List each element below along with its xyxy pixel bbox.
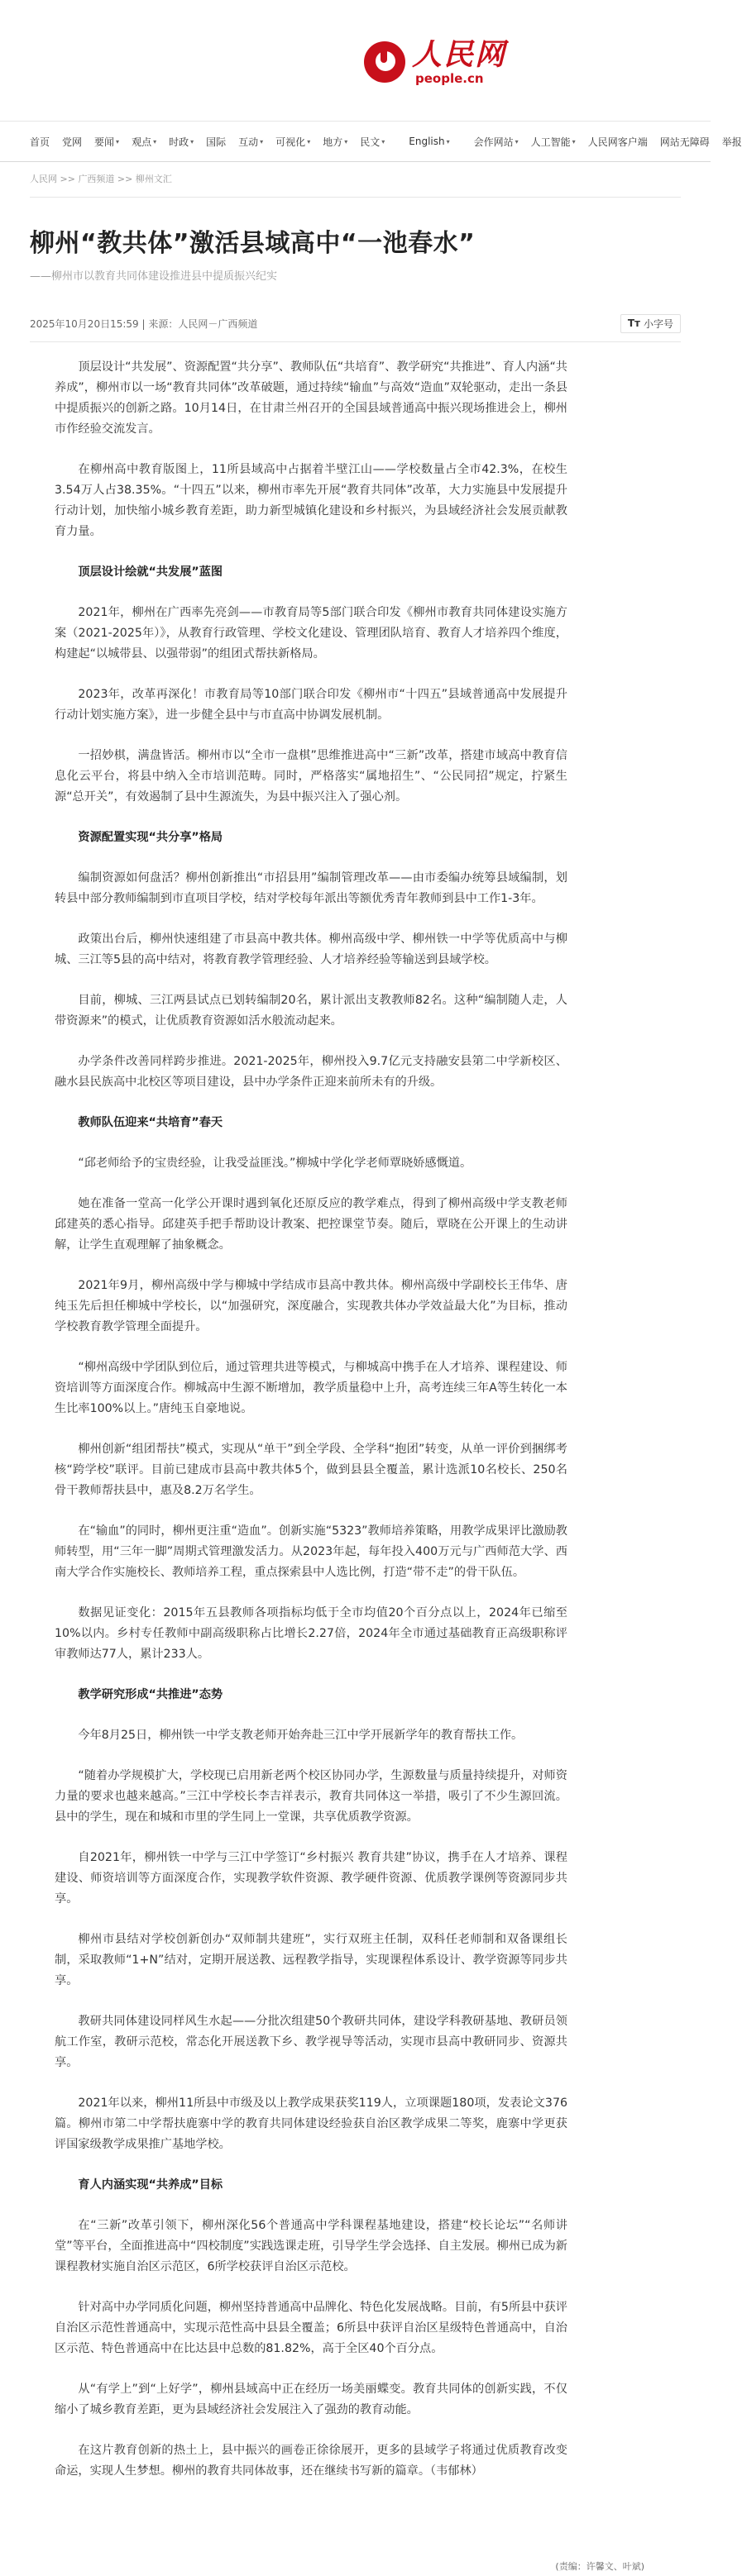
paragraph: 在柳州高中教育版图上，11所县域高中占据着半壁江山——学校数量占全市42.3%，在校生3.54万人占38.35%。“十四五”以来，柳州市率先开展“教育共同体”改革，大力实施县中发展提升行动计划，加快缩小城乡教育差距，助力新型城镇化建设和乡村振兴，为县域经济社会发展贡献教育力量。 bbox=[55, 463, 567, 538]
font-size-label: 小字号 bbox=[643, 317, 673, 330]
font-size-button[interactable] bbox=[620, 314, 681, 333]
chevron-down-icon: ▾ bbox=[153, 137, 157, 145]
article-subtitle: ——柳州市以教育共同体建设推进县中提质振兴纪实 bbox=[30, 270, 278, 283]
chevron-down-icon: ▾ bbox=[446, 137, 450, 145]
nav-item[interactable] bbox=[94, 135, 119, 149]
nav-item-label: 时政 bbox=[169, 136, 189, 148]
nav-item[interactable] bbox=[323, 135, 347, 149]
nav-item-label: 观点 bbox=[132, 136, 152, 148]
paragraph: 今年8月25日，柳州铁一中学支教老师开始奔赴三江中学开展新学年的教育帮扶工作。 bbox=[78, 1729, 524, 1742]
article-body bbox=[55, 357, 567, 2482]
nav-item[interactable] bbox=[62, 135, 82, 149]
nav-item[interactable] bbox=[275, 135, 310, 149]
nav-item-label: 会作网站 bbox=[473, 136, 514, 148]
paragraph: “随着办学规模扩大，学校现已启用新老两个校区协同办学，生源数量与质量持续提升，对师资力量的要求也越来越高。”三江中学校长李吉祥表示，教育共同体这一举措，吸引了不少生源回流。县中的学生，现在和城和市里的学生同上一堂课，共享优质教学资源。 bbox=[55, 1769, 567, 1824]
paragraph: 办学条件改善同样跨步推进。2021-2025年，柳州投入9.7亿元支持融安县第二中学新校区、融水县民族高中北校区等项目建设，县中办学条件正迎来前所未有的升级。 bbox=[55, 1055, 567, 1089]
breadcrumb-link[interactable]: 人民网 bbox=[30, 174, 57, 184]
breadcrumb-link[interactable]: 广西频道 bbox=[78, 174, 115, 184]
nav-item-label: 地方 bbox=[323, 136, 343, 148]
paragraph: 数据见证变化：2015年五县教师各项指标均低于全市均值20个百分点以上，2024年已缩至10%以内。乡村专任教师中副高级职称占比增长2.27倍，2024年全市通过基础教育正高级职称评审教师达77人，累计233人。 bbox=[55, 1606, 567, 1661]
nav-item-label: 人民网客户端 bbox=[587, 136, 648, 148]
nav-item[interactable] bbox=[531, 135, 576, 149]
breadcrumb-separator: >> bbox=[114, 174, 136, 184]
chevron-down-icon: ▾ bbox=[572, 137, 576, 145]
chevron-down-icon: ▾ bbox=[260, 137, 264, 145]
chevron-down-icon: ▾ bbox=[307, 137, 311, 145]
nav-item-label: 民文 bbox=[360, 136, 381, 148]
paragraph: 从“有学上”到“上好学”，柳州县域高中正在经历一场美丽蝶变。教育共同体的创新实践，不仅缩小了城乡教育差距，更为县域经济社会发展注入了强劲的教育动能。 bbox=[55, 2383, 567, 2416]
paragraph: 目前，柳城、三江两县试点已划转编制20名，累计派出支教教师82名。这种“编制随人走，人带资源来”的模式，让优质教育资源如活水般流动起来。 bbox=[55, 994, 567, 1028]
nav-item[interactable] bbox=[132, 135, 156, 149]
nav-item[interactable] bbox=[169, 135, 194, 149]
font-size-icon: Tт bbox=[627, 317, 640, 329]
paragraph: 2021年以来，柳州11所县中市级及以上教学成果获奖119人，立项课题180项，发表论文376篇。柳州市第二中学帮扶鹿寨中学的教育共同体建设经验获自治区教学成果二等奖，鹿寨中学更获评国家级教学成果推广基地学校。 bbox=[55, 2097, 567, 2151]
breadcrumb bbox=[30, 172, 711, 188]
section-heading: 资源配置实现“共分享”格局 bbox=[78, 831, 223, 844]
paragraph: 在“输血”的同时，柳州更注重“造血”。创新实施“5323”教师培养策略，用教学成果评比激励教师转型，用“三年一脚”周期式管理激发活力。从2023年起，每年投入400万元与广西师范大学、西南大学合作实施校长、教师培养工程，重点探索县中人选比例，打造“带不走”的骨干队伍。 bbox=[55, 1524, 567, 1579]
paragraph: 2021年9月，柳州高级中学与柳城中学结成市县高中教共体。柳州高级中学副校长王伟华、唐纯玉先后担任柳城中学校长，以“加强研究，深度融合，实现教共体办学效益最大化”为目标，推动学校教育教学管理全面提升。 bbox=[55, 1279, 567, 1333]
section-heading: 育人内涵实现“共养成”目标 bbox=[78, 2178, 223, 2192]
site-logo[interactable] bbox=[364, 38, 506, 86]
nav-item-label: 网站无障碍 bbox=[659, 136, 710, 148]
logo-name: 人民网 bbox=[412, 37, 507, 72]
paragraph: 针对高中办学同质化问题，柳州坚持普通高中品牌化、特色化发展战略。目前，有5所县中获评自治区示范性普通高中，实现示范性高中县县全覆盖；6所县中获评自治区星级特色普通高中，自治区示范、特色普通高中在比达县中总数的81.82%，高于全区40个百分点。 bbox=[55, 2301, 567, 2355]
paragraph: 政策出台后，柳州快速组建了市县高中教共体。柳州高级中学、柳州铁一中学等优质高中与柳城、三江等5县的高中结对，将教育教学管理经验、人才培养经验等输送到县域学校。 bbox=[55, 933, 567, 966]
paragraph: 柳州市县结对学校创新创办“双师制共建班”，实行双班主任制，双科任老师制和双备课组长制，采取教师“1+N”结对，定期开展送教、远程教学指导，实现课程体系设计、教学资源等同步共享。 bbox=[55, 1933, 567, 1987]
paragraph: “邱老师给予的宝贵经验，让我受益匪浅。”柳城中学化学老师覃晓娇感慨道。 bbox=[78, 1157, 472, 1170]
nav-item[interactable] bbox=[588, 135, 648, 149]
nav-item[interactable] bbox=[206, 135, 226, 149]
article-title: 柳州“教共体”激活县域高中“一池春水” bbox=[30, 229, 476, 258]
nav-item[interactable] bbox=[360, 135, 385, 149]
breadcrumb-divider bbox=[30, 197, 681, 198]
editor-credit: (责编：许馨文、叶斌) bbox=[555, 2561, 644, 2572]
nav-item[interactable] bbox=[30, 135, 50, 149]
paragraph: 编制资源如何盘活？柳州创新推出“市招县用”编制管理改革——由市委编办统筹县域编制，划转县中部分教师编制到市直项目学校，结对学校每年派出等额优秀青年教师到县中工作1-3年。 bbox=[55, 871, 567, 905]
article-meta bbox=[30, 313, 681, 333]
nav-item[interactable] bbox=[238, 135, 263, 149]
chevron-down-icon: ▾ bbox=[190, 137, 194, 145]
nav-item[interactable] bbox=[722, 135, 742, 149]
section-heading: 顶层设计绘就“共发展”蓝图 bbox=[78, 565, 223, 579]
section-heading: 教师队伍迎来“共培育”春天 bbox=[78, 1116, 223, 1129]
paragraph: 顶层设计“共发展”、资源配置“共分享”、教师队伍“共培育”、教学研究“共推进”、育人内涵“共养成”，柳州市以一场“教育共同体”改革破题，通过持续“输血”与高效“造血”双轮驱动，走出一条县中提质振兴的创新之路。10月14日，在甘肃兰州召开的全国县域普通高中振兴现场推进会上，柳州市作经验交流发言。 bbox=[55, 360, 567, 436]
nav-item-label: 人工智能 bbox=[530, 136, 571, 148]
paragraph: 在这片教育创新的热土上，县中振兴的画卷正徐徐展开，更多的县域学子将通过优质教育改变命运，实现人生梦想。柳州的教育共同体故事，还在继续书写新的篇章。（韦郁林） bbox=[55, 2444, 567, 2478]
nav-item-label: 可视化 bbox=[275, 136, 306, 148]
logo-domain: people.cn bbox=[415, 71, 484, 86]
paragraph: 2023年，改革再深化！市教育局等10部门联合印发《柳州市“十四五”县域普通高中发展提升行动计划实施方案》，进一步健全县中与市直高中协调发展机制。 bbox=[55, 688, 567, 722]
breadcrumb-separator: >> bbox=[57, 174, 79, 184]
logo-icon bbox=[364, 41, 405, 83]
chevron-down-icon: ▾ bbox=[381, 137, 385, 145]
chevron-down-icon: ▾ bbox=[515, 137, 519, 145]
paragraph: 她在准备一堂高一化学公开课时遇到氧化还原反应的教学难点，得到了柳州高级中学支教老师邱建英的悉心指导。邱建英手把手帮助设计教案、把控课堂节奏。随后，覃晓在公开课上的生动讲解，让学生直观理解了抽象概念。 bbox=[55, 1197, 567, 1252]
nav-item-label: 首页 bbox=[30, 136, 50, 148]
chevron-down-icon: ▾ bbox=[344, 137, 348, 145]
paragraph: 教研共同体建设同样风生水起——分批次组建50个教研共同体，建设学科教研基地、教研员领航工作室，教研示范校，常态化开展送教下乡、教学视导等活动，实现市县高中教研同步、资源共享。 bbox=[55, 2015, 567, 2069]
paragraph: 在“三新”改革引领下，柳州深化56个普通高中学科课程基地建设，搭建“校长论坛”“名师讲堂”等平台，全面推进高中“四校制度”实践选课走班，引导学生学会选择、自主发展。柳州已成为新课程教材实施自治区示范区，6所学校获评自治区示范校。 bbox=[55, 2219, 567, 2273]
breadcrumb-link[interactable]: 柳州文汇 bbox=[135, 174, 172, 184]
nav-item-label: 互动 bbox=[238, 136, 259, 148]
nav-item[interactable] bbox=[474, 135, 519, 149]
nav-item-label: 举报 bbox=[721, 136, 742, 148]
paragraph: 自2021年，柳州铁一中学与三江中学签订“乡村振兴 教育共建”协议，携手在人才培养、课程建设、师资培训等方面深度合作，实现教学软件资源、教学硬件资源、优质教学课例等资源同步共享。 bbox=[55, 1851, 567, 1906]
nav-item[interactable] bbox=[660, 135, 710, 149]
nav-item-label: 党网 bbox=[62, 136, 83, 148]
publish-info: 2025年10月20日15:59 | 来源：人民网－广西频道 bbox=[30, 317, 258, 330]
nav-item[interactable] bbox=[409, 136, 449, 147]
chevron-down-icon: ▾ bbox=[116, 137, 120, 145]
main-nav bbox=[0, 122, 742, 162]
paragraph: “柳州高级中学团队到位后，通过管理共进等模式，与柳城高中携手在人才培养、课程建设、师资培训等方面深度合作。柳城高中生源不断增加，教学质量稳中上升，高考连续三年A等生转化一本生比率100%以上。”唐纯玉自豪地说。 bbox=[55, 1361, 567, 1415]
meta-divider bbox=[30, 341, 681, 342]
nav-item-label: 要闻 bbox=[94, 136, 115, 148]
nav-item-label: 国际 bbox=[206, 136, 227, 148]
site-header bbox=[0, 0, 711, 122]
paragraph: 一招妙棋，满盘皆活。柳州市以“全市一盘棋”思维推进高中“三新”改革，搭建市域高中教育信息化云平台，将县中纳入全市培训范畴。同时，严格落实“属地招生”、“公民同招”规定，拧紧生源“总开关”，有效遏制了县中生源流失，为县中振兴注入了强心剂。 bbox=[55, 749, 567, 804]
paragraph: 柳州创新“组团帮扶”模式，实现从“单干”到全学段、全学科“抱团”转变，从单一评价到捆绑考核“跨学校”联评。目前已建成市县高中教共体5个，做到县县全覆盖，累计选派10名校长、250名骨干教师帮扶县中，惠及8.2万名学生。 bbox=[55, 1443, 567, 1497]
nav-item-label: English bbox=[409, 136, 445, 147]
paragraph: 2021年，柳州在广西率先亮剑——市教育局等5部门联合印发《柳州市教育共同体建设实施方案（2021-2025年）》，从教育行政管理、学校文化建设、管理团队培育、教育人才培养四个维度，构建起“以城带县、以强带弱”的组团式帮扶新格局。 bbox=[55, 606, 567, 661]
section-heading: 教学研究形成“共推进”态势 bbox=[78, 1688, 223, 1701]
